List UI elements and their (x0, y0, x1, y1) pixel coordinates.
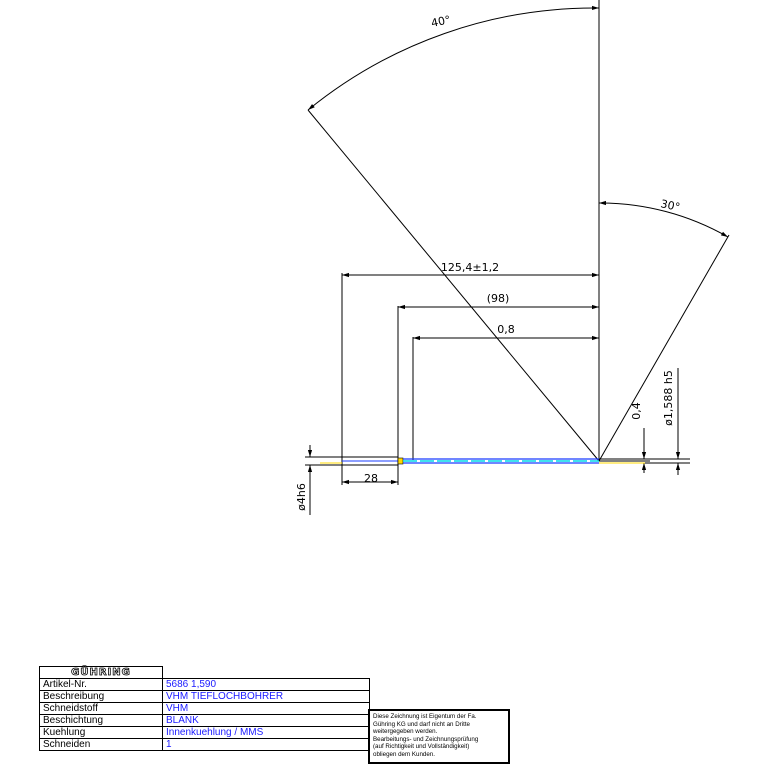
label-shank-diameter: ø4h6 (295, 483, 308, 511)
label-tip-offset: 0,4 (630, 402, 643, 420)
notice-line: Diese Zeichnung ist Eigentum der Fa. (373, 713, 477, 720)
title-block (39, 666, 370, 751)
company-logo-cell (40, 667, 163, 679)
label-angle-40: 40° (429, 13, 452, 30)
title-block-row (40, 727, 370, 739)
row-value-coating: BLANK (163, 715, 370, 727)
title-block-row (40, 739, 370, 751)
label-angle-30: 30° (659, 197, 682, 214)
row-value-cutting-material: VHM (163, 703, 370, 715)
row-label-cutting-edges: Schneiden (40, 739, 163, 751)
row-label-coating: Beschichtung (40, 715, 163, 727)
title-block-row (40, 715, 370, 727)
title-block-row (40, 703, 370, 715)
title-block-row (40, 691, 370, 703)
ownership-notice (368, 709, 510, 764)
diagonal-reference-40 (308, 110, 599, 461)
row-label-article-number: Artikel-Nr. (40, 679, 163, 691)
label-tip-diameter: ø1,588 h5 (662, 370, 675, 426)
row-value-cooling: Innenkuehlung / MMS (163, 727, 370, 739)
notice-line: Bearbeitungs- und Zeichnungsprüfung (373, 735, 479, 743)
diagonal-reference-30 (599, 235, 729, 461)
row-label-cooling: Kuehlung (40, 727, 163, 739)
title-block-logo-row (40, 667, 370, 679)
company-logo: GÜHRING (71, 667, 131, 678)
label-flute-length: (98) (486, 292, 510, 305)
row-value-description: VHM TIEFLOCHBOHRER (163, 691, 370, 703)
row-value-cutting-edges: 1 (163, 739, 370, 751)
row-label-description: Beschreibung (40, 691, 163, 703)
label-inner-length: 0,8 (497, 323, 515, 336)
logo-row-spacer (163, 667, 370, 679)
label-total-length: 125,4±1,2 (440, 261, 500, 274)
drill-neck (398, 458, 403, 464)
notice-line: Gühring KG und darf nicht an Dritte (373, 720, 470, 728)
notice-line: obliegen dem Kunden. (373, 750, 435, 758)
angle-arc-40 (308, 8, 599, 110)
notice-line: weitergegeben werden. (373, 728, 438, 736)
title-block-row (40, 679, 370, 691)
row-label-cutting-material: Schneidstoff (40, 703, 163, 715)
notice-line: (auf Richtigkeit und Vollständigkeit) (373, 743, 470, 751)
label-shank-length: 28 (364, 472, 378, 485)
title-block-table (39, 666, 370, 751)
row-value-article-number: 5686 1,590 (163, 679, 370, 691)
